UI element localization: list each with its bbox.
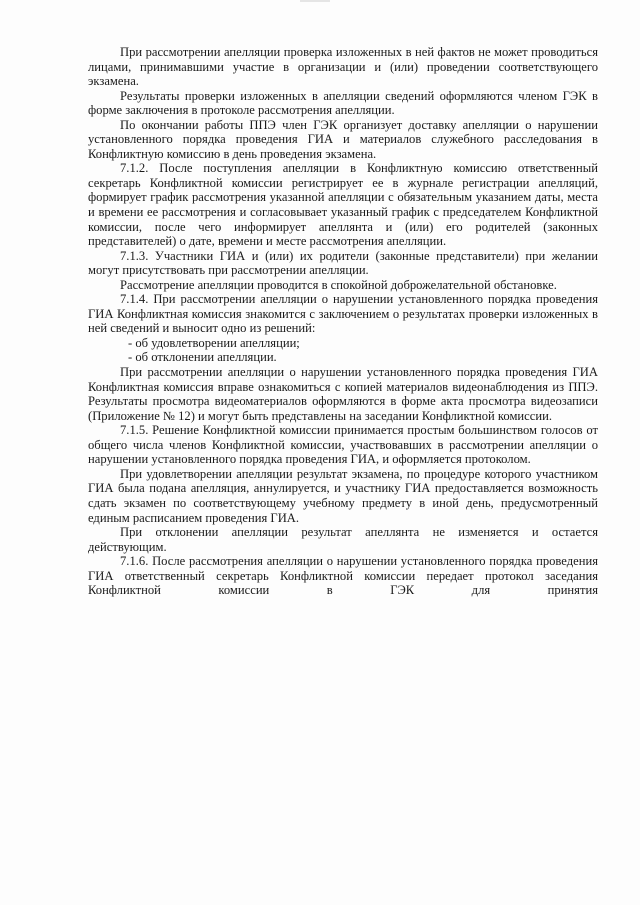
paragraph-verification: При рассмотрении апелляции проверка изложенных в ней фактов не может проводиться лицами, принимавшими участие в организации и (или) проведении соответствующего экзамена. — [88, 45, 598, 89]
paragraph-7-1-5: 7.1.5. Решение Конфликтной комиссии принимается простым большинством голосов от общего числа членов Конфликтной комиссии, участвовавших в рассмотрении апелляции о нарушении установленного порядка проведения ГИА, и оформляется протоколом. — [88, 423, 598, 467]
paragraph-rejection: При отклонении апелляции результат апеллянта не изменяется и остается действующим. — [88, 525, 598, 554]
paragraph-approval: При удовлетворении апелляции результат экзамена, по процедуре которого участником ГИА была подана апелляция, аннулируется, и участнику ГИА предоставляется возможность сдать экзамен по соответствующему учебному предмету в иной день, предусмотренный единым расписанием проведения ГИА. — [88, 466, 598, 525]
paragraph-video: При рассмотрении апелляции о нарушении установленного порядка проведения ГИА Конфликтная комиссия вправе ознакомиться с копией материалов видеонаблюдения из ППЭ. Результаты просмотра видеоматериалов оформляются в форме акта просмотра видеозаписи (Приложение № 12) и могут быть представлены на заседании Конфликтной комиссии. — [88, 365, 598, 423]
paragraph-delivery: По окончании работы ППЭ член ГЭК организует доставку апелляции о нарушении установленного порядка проведения ГИА и материалов служебного расследования в Конфликтную комиссию в день проведения экзамена. — [88, 117, 598, 161]
list-item-approve: - об удовлетворении апелляции; — [128, 335, 300, 350]
paragraph-7-1-3: 7.1.3. Участники ГИА и (или) их родители (законные представители) при желании могут присутствовать при рассмотрении апелляции. — [88, 248, 598, 278]
paragraph-7-1-4: 7.1.4. При рассмотрении апелляции о нарушении установленного порядка проведения ГИА Конфликтная комиссия знакомится с заключением о результатах проверки изложенных в ней сведений и выносит одно из решений: — [88, 292, 598, 336]
document-body — [88, 45, 598, 598]
paragraph-7-1-2: 7.1.2. После поступления апелляции в Конфликтную комиссию ответственный секретарь Конфликтной комиссии регистрирует ее в журнале регистрации апелляций, формирует график рассмотрения указанной апелляции с обязательным указанием даты, места и времени ее рассмотрения и согласовывает указанный график с председателем Конфликтной комиссии, после чего информирует апеллянта и (или) его родителей (законных представителей) о дате, времени и месте рассмотрения апелляции. — [88, 161, 598, 249]
list-item-reject: - об отклонении апелляции. — [128, 350, 277, 365]
paragraph-atmosphere: Рассмотрение апелляции проводится в спокойной доброжелательной обстановке. — [120, 277, 557, 292]
paragraph-results: Результаты проверки изложенных в апелляции сведений оформляются членом ГЭК в форме заключения в протоколе рассмотрения апелляции. — [88, 88, 598, 118]
paragraph-7-1-6: 7.1.6. После рассмотрения апелляции о нарушении установленного порядка проведения ГИА ответственный секретарь Конфликтной комиссии передает протокол заседания Конфликтной комиссии в ГЭК для принятия — [88, 554, 598, 598]
scan-artifact — [300, 0, 330, 2]
